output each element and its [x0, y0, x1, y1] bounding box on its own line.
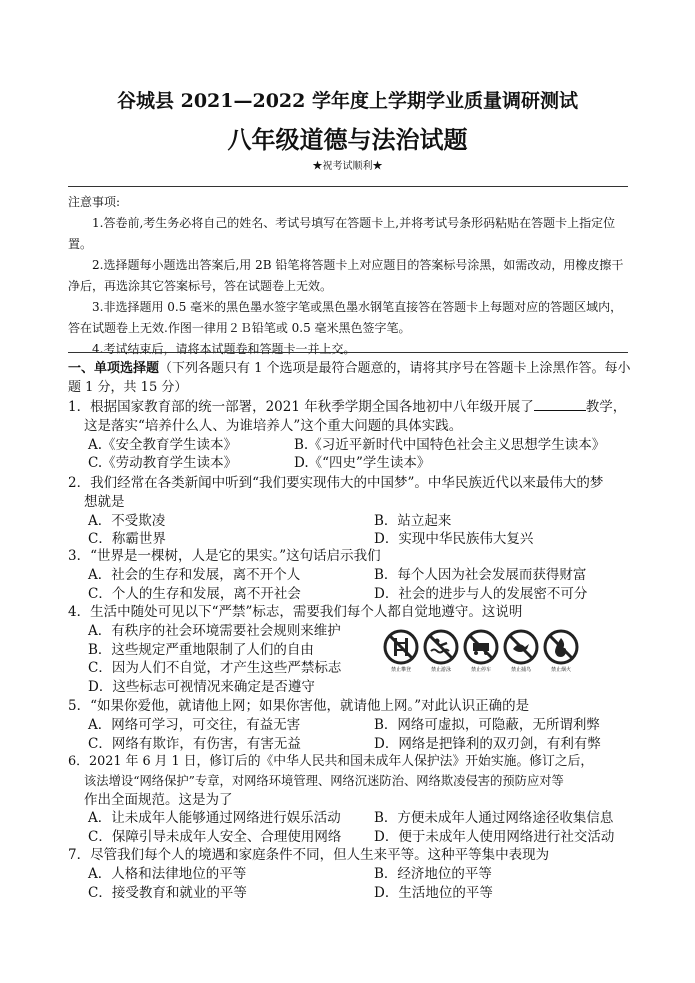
sign-item: [503, 629, 539, 673]
option-a: A．社会的生存和发展，离不开个人: [88, 566, 301, 583]
section-title: 一、单项选择题: [68, 361, 160, 376]
notice-heading: 注意事项:: [68, 195, 121, 209]
option-d: D．便于未成年人使用网络进行社交活动: [374, 829, 615, 846]
option-b: B．方便未成年人通过网络途径收集信息: [374, 810, 614, 827]
section-heading: [68, 360, 638, 397]
option-a: A．让未成年人能够通过网络进行娱乐活动: [88, 810, 341, 827]
option-a: A．网络可学习，可交往，有益无害: [88, 716, 301, 733]
option-d: D．这些标志可视情况来确定是否遵守: [88, 679, 315, 696]
option-c: C．因为人们不自觉，才产生这些严禁标志: [88, 660, 342, 677]
question-stem: 6．2021 年 6 月 1 日，修订后的《中华人民共和国未成年人保护法》开始实施。修订之后，: [68, 754, 594, 769]
option-c: C．保障引导未成年人安全、合理使用网络: [88, 829, 342, 846]
question-stem: 7．尽管我们每个人的境遇和家庭条件不同，但人生来平等。这种平等集中表现为: [68, 847, 550, 863]
notice-item: 2.选择题每小题选出答案后,用 2B 铅笔将答题卡上对应题目的答案标号涂黑，如需改动，用橡皮擦干净后，再选涂其它答案标号，答在试题卷上无效。: [68, 258, 624, 293]
good-luck-line: ★祝考试顺利★: [312, 161, 383, 172]
option-b: B．站立起来: [374, 512, 452, 529]
option-b: B.《习近平新时代中国特色社会主义思想学生读本》: [294, 436, 606, 453]
no-hunting-icon: [503, 629, 539, 665]
option-a: A.《安全教育学生读本》: [88, 436, 238, 453]
notice-item: 3.非选择题用 0.5 毫米的黑色墨水签字笔或黑色墨水钢笔直接答在答题卡上每题对应的答题区域内，答在试题卷上无效.作图一律用２Ｂ铅笔或 0.5 毫米黑色签字笔。: [68, 300, 623, 335]
question-stem-line3: 作出全面规范。这是为了: [84, 791, 233, 808]
option-d: D．网络是把锋利的双刃剑，有利有弊: [374, 735, 601, 752]
section-desc: （下列各题只有 1 个选项是最符合题意的，请将其序号在答题卡上涂黑作答。每小题 1 分，共 15 分）: [68, 361, 631, 395]
option-b: B．经济地位的平等: [374, 865, 492, 882]
sign-label: 禁止攀登: [390, 667, 411, 673]
option-d: D．实现中华民族伟大复兴: [374, 531, 534, 548]
sign-item: [383, 629, 419, 673]
divider-bottom: [68, 352, 628, 353]
question-stem: 2．我们经常在各类新闻中听到“我们要实现伟大的中国梦”。中华民族近代以来最伟大的梦: [68, 475, 604, 491]
sign-item: [463, 629, 499, 673]
sign-item: [543, 629, 579, 673]
sign-label: 禁止停车: [470, 667, 491, 673]
notice-block: [68, 192, 628, 360]
divider-top: [68, 186, 628, 187]
option-c: C．接受教育和就业的平等: [88, 884, 247, 901]
exam-title: 谷城县 2021—2022 学年度上学期学业质量调研测试: [117, 90, 578, 112]
no-swimming-icon: [423, 629, 459, 665]
option-c: C．称霸世界: [88, 531, 166, 548]
notice-item: 4.考试结束后，请将本试题卷和答题卡一并上交。: [92, 342, 356, 356]
sign-item: [423, 629, 459, 673]
question-stem-line2: 想就是: [84, 493, 125, 510]
question-stem-line2: 该法增设“网络保护”专章，对网络环境管理、网络沉迷防治、网络欺凌侵害的预防应对等: [84, 773, 564, 788]
option-b: B．网络可虚拟，可隐蔽，无所谓利弊: [374, 716, 600, 733]
option-a: A．人格和法律地位的平等: [88, 865, 247, 882]
answer-blank: [534, 398, 586, 411]
option-d: D.《“四史”学生读本》: [294, 455, 431, 472]
option-d: D．生活地位的平等: [374, 884, 493, 901]
option-b: B．这些规定严重地限制了人们的自由: [88, 641, 314, 658]
option-b: B．每个人因为社会发展而获得财富: [374, 566, 587, 583]
option-c: C．网络有欺诈，有伤害，有害无益: [88, 735, 301, 752]
question-6: [68, 753, 638, 847]
no-fire-icon: [543, 629, 579, 665]
notice-item: 1.答卷前,考生务必将自己的姓名、考试号填写在答题卡上,并将考试号条形码粘贴在答题卡上指定位置。: [68, 216, 616, 251]
question-stem-line2: 这是落实“培养什么人、为谁培养人”这个重大问题的具体实践。: [84, 417, 463, 434]
sign-label: 禁止捕鸟: [510, 667, 531, 673]
option-c: C．个人的生存和发展，离不开社会: [88, 585, 301, 602]
question-stem: 1．根据国家教育部的统一部署，2021 年秋季学期全国各地初中八年级开展了: [68, 399, 534, 415]
prohibition-signs: [383, 629, 619, 679]
no-parking-icon: [463, 629, 499, 665]
option-c: C.《劳动教育学生读本》: [88, 455, 238, 472]
question-2: [68, 474, 638, 549]
question-stem-tail: 教学，: [585, 399, 627, 415]
sign-label: 禁止游泳: [430, 667, 451, 673]
question-7: [68, 846, 638, 902]
question-stem: 4．生活中随处可见以下“严禁”标志，需要我们每个人都自觉地遵守。这说明: [68, 604, 523, 620]
question-stem: 5．“如果你爱他，就请他上网；如果你害他，就请他上网。”对此认识正确的是: [68, 698, 530, 714]
question-1: [68, 398, 638, 473]
no-climbing-icon: [383, 629, 419, 665]
question-5: [68, 697, 638, 753]
question-3: [68, 547, 638, 603]
option-a: A．有秩序的社会环境需要社会规则来维护: [88, 622, 341, 639]
option-d: D．社会的进步与人的发展密不可分: [374, 585, 588, 602]
option-a: A．不受欺凌: [88, 512, 166, 529]
exam-subject-title: 八年级道德与法治试题: [227, 125, 468, 154]
question-stem: 3．“世界是一棵树，人是它的果实。”这句话启示我们: [68, 548, 381, 564]
sign-label: 禁止烟火: [550, 667, 571, 673]
